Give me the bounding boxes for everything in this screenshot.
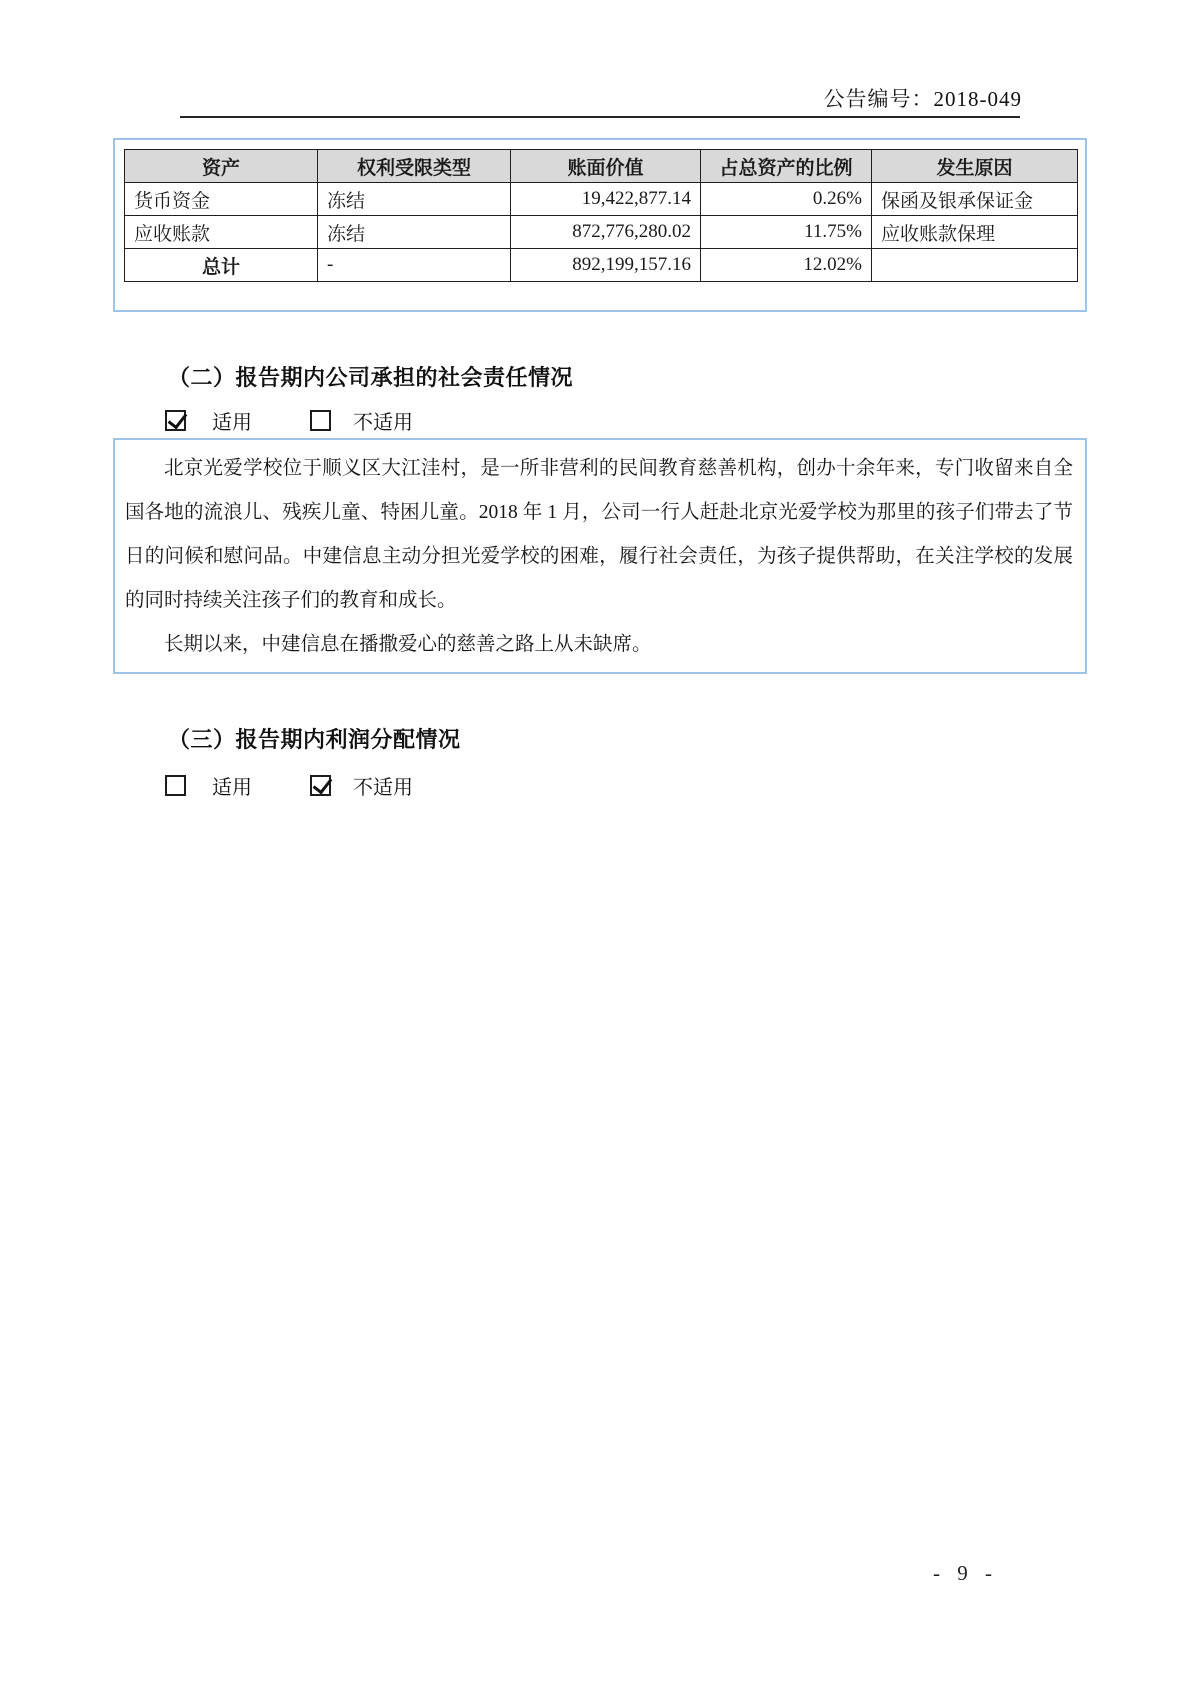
cell-asset: 应收账款 — [125, 216, 318, 249]
header-rule — [180, 116, 1020, 118]
applicability-row-social-responsibility — [165, 406, 413, 435]
checkbox-applicable — [165, 775, 186, 796]
table-total-row — [125, 249, 1078, 282]
cell-asset: 货币资金 — [125, 183, 318, 216]
cell-book-value: 892,199,157.16 — [511, 249, 701, 282]
label-applicable: 适用 — [212, 777, 252, 799]
label-not-applicable: 不适用 — [353, 777, 413, 799]
social-responsibility-paragraph: 长期以来，中建信息在播撒爱心的慈善之路上从未缺席。 — [164, 634, 652, 655]
cell-restriction-type: - — [318, 249, 511, 282]
table-row — [125, 183, 1078, 216]
section-heading-social-responsibility: （二）报告期内公司承担的社会责任情况 — [168, 365, 574, 390]
social-responsibility-text-box — [113, 438, 1087, 674]
applicability-row-profit-distribution — [165, 771, 413, 800]
cell-restriction-type: 冻结 — [318, 216, 511, 249]
cell-book-value: 872,776,280.02 — [511, 216, 701, 249]
cell-reason: 保函及银承保证金 — [872, 183, 1078, 216]
column-header-book-value: 账面价值 — [511, 150, 701, 183]
page-number: - 9 - — [933, 1561, 998, 1585]
cell-book-value: 19,422,877.14 — [511, 183, 701, 216]
checkbox-not-applicable-checked — [310, 775, 331, 796]
section-heading-profit-distribution: （三）报告期内利润分配情况 — [168, 727, 461, 752]
restricted-assets-box — [113, 138, 1087, 312]
label-applicable: 适用 — [212, 412, 252, 434]
label-not-applicable: 不适用 — [353, 412, 413, 434]
table-row — [125, 216, 1078, 249]
restricted-assets-table — [124, 149, 1078, 282]
cell-ratio: 12.02% — [701, 249, 872, 282]
checkbox-applicable-checked — [165, 410, 186, 431]
column-header-restriction-type: 权利受限类型 — [318, 150, 511, 183]
cell-reason — [872, 249, 1078, 282]
cell-ratio: 0.26% — [701, 183, 872, 216]
cell-total-label: 总计 — [125, 249, 318, 282]
cell-ratio: 11.75% — [701, 216, 872, 249]
table-header-row — [125, 150, 1078, 183]
announcement-number: 公告编号：2018-049 — [823, 87, 1022, 111]
cell-reason: 应收账款保理 — [872, 216, 1078, 249]
column-header-reason: 发生原因 — [872, 150, 1078, 183]
checkbox-not-applicable — [310, 410, 331, 431]
column-header-ratio: 占总资产的比例 — [701, 150, 872, 183]
column-header-asset: 资产 — [125, 150, 318, 183]
social-responsibility-paragraph: 北京光爱学校位于顺义区大江洼村，是一所非营利的民间教育慈善机构，创办十余年来，专门收留来自全国各地的流浪儿、残疾儿童、特困儿童。2018 年 1 月，公司一行人赶赴北京光爱学校为那里的孩子们带去了节日的问候和慰问品。中建信息主动分担光爱学校的困难，履行社会责任，为孩子提供帮助，在关注学校的发展的同时持续关注孩子们的教育和成长。 — [125, 458, 1073, 611]
cell-restriction-type: 冻结 — [318, 183, 511, 216]
